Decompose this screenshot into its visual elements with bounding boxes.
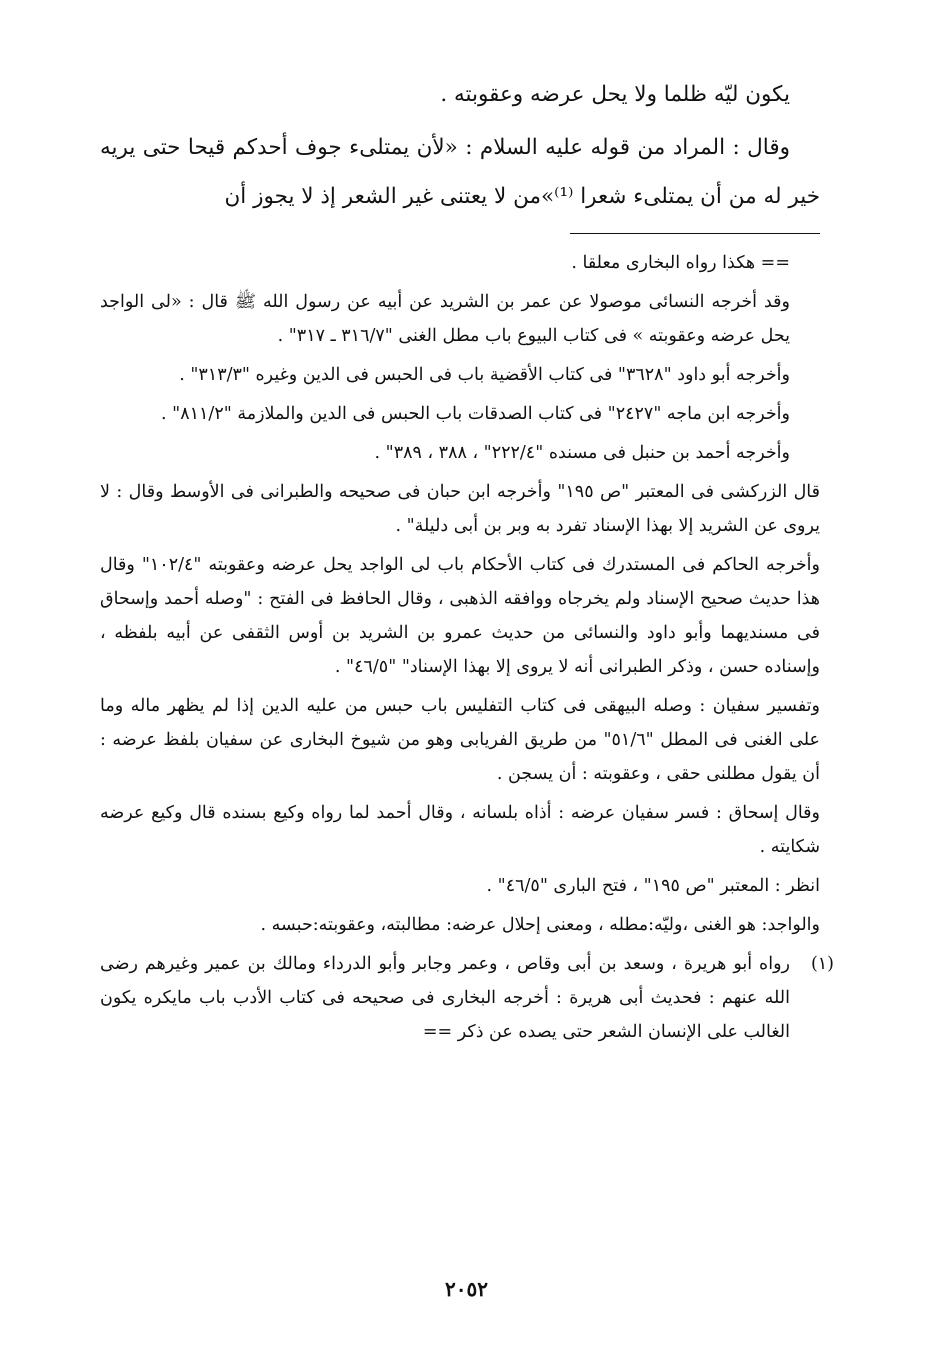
main-text <box>100 70 820 221</box>
note-paragraph: وقد أخرجه النسائى موصولا عن عمر بن الشريد عن أبيه عن رسول الله ﷺ قال : «لى الواجد يحل عرضه وعقوبته » فى كتاب البيوع باب مطل الغنى "٣١٦/٧ ـ ٣١٧" . <box>100 292 790 346</box>
note-paragraph: وقال إسحاق : فسر سفيان عرضه : أذاه بلسانه ، وقال أحمد لما رواه وكيع بسنده قال وكيع عرضه شكايته . <box>100 803 820 857</box>
footnote-marker: (١) <box>810 954 834 974</box>
page-number: ٢٠٥٢ <box>445 1277 488 1301</box>
note-paragraph: قال الزركشى فى المعتبر "ص ١٩٥" وأخرجه ابن حبان فى صحيحه والطبرانى فى الأوسط وقال : لا يروى عن الشريد إلا بهذا الإسناد تفرد به وبر بن أبى دليلة" . <box>100 482 820 536</box>
footnote-1 <box>100 947 834 1049</box>
page-body <box>100 70 834 1054</box>
note-paragraph: انظر : المعتبر "ص ١٩٥" ، فتح البارى "٤٦/٥" . <box>486 876 820 896</box>
note-paragraph: وأخرجه الحاكم فى المستدرك فى كتاب الأحكام باب لى الواجد يحل عرضه وعقوبته "١٠٢/٤" وقال هذا حديث صحيح الإسناد ولم يخرجاه ووافقه الذهبى ، وقال الحافظ فى الفتح : "وصله أحمد وإسحاق فى مسنديهما وأبو داود والنسائى من حديث عمرو بن الشريد بن أوس الثقفى عن أبيه بلفظه ، وإسناده حسن ، وذكر الطبرانى أنه لا يروى إلا بهذا الإسناد" "٤٦/٥" . <box>100 555 820 677</box>
main-paragraph-2: وقال : المراد من قوله عليه السلام : «لأن يمتلىء جوف أحدكم قيحا حتى يريه خير له من أن يمتلىء شعرا ⁽¹⁾»من لا يعتنى غير الشعر إذ لا يجوز أن <box>100 135 820 209</box>
note-paragraph: وأخرجه أبو داود "٣٦٢٨" فى كتاب الأقضية باب فى الحبس فى الدين وغيره "٣١٣/٣" . <box>179 365 790 385</box>
note-paragraph: والواجد: هو الغنى ،وليّه:مطله ، ومعنى إحلال عرضه: مطالبته، وعقوبته:حبسه . <box>260 915 820 935</box>
footnote-separator <box>570 233 820 234</box>
note-paragraph: وأخرجه ابن ماجه "٢٤٢٧" فى كتاب الصدقات باب الحبس فى الدين والملازمة "٨١١/٢" . <box>161 404 790 424</box>
note-paragraph: == هكذا رواه البخارى معلقا . <box>571 253 790 273</box>
note-paragraph: وأخرجه أحمد بن حنبل فى مسنده "٢٢٢/٤" ، ٣٨٨ ، ٣٨٩" . <box>374 443 790 463</box>
footnote-text: رواه أبو هريرة ، وسعد بن أبى وقاص ، وعمر وجابر وأبو الدرداء ومالك بن عمير وغيرهم رضى الله عنهم : فحديث أبى هريرة : أخرجه البخارى فى صحيحه فى كتاب الأدب باب مايكره يكون الغالب على الإنسان الشعر حتى يصده عن ذكر == <box>100 954 790 1042</box>
footnotes <box>100 246 834 1049</box>
main-line-1: يكون ليّه ظلما ولا يحل عرضه وعقوبته . <box>440 82 790 107</box>
note-paragraph: وتفسير سفيان : وصله البيهقى فى كتاب التفليس باب حبس من عليه الدين إذا لم يظهر ماله وما على الغنى فى المطل "٥١/٦" من طريق الفريابى وهو من شيوخ البخارى عن سفيان بلفظ عرضه : أن يقول مطلنى حقى ، وعقوبته : أن يسجن . <box>100 696 820 784</box>
